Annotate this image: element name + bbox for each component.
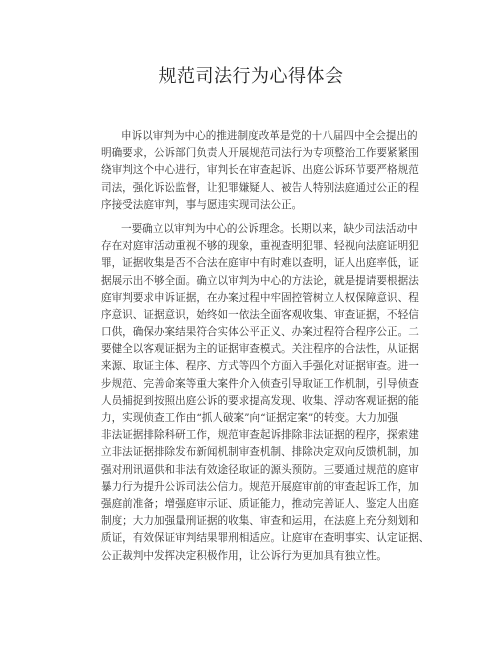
body-line: 一要确立以审判为中心的公诉理念。长期以来，缺少司法活动中: [121, 222, 418, 235]
body-line: 庭审判要求申诉证据，在办案过程中牢固控管树立人权保障意识、程: [101, 291, 419, 304]
body-line: 罪，证据收集是否不合法在庭审中有时难以查明，证人出庭率低，证: [101, 257, 419, 270]
body-line: 口供，确保办案结果符合实体公平正义、办案过程符合程序公正。二: [101, 326, 419, 339]
body-line: 司法，强化诉讼监督，让犯罪嫌疑人、被告人特别法庭通过公正的程: [101, 181, 419, 194]
body-line: 据展示出不够全面。确立以审判为中心的方法论，就是提请要根据法: [101, 274, 419, 287]
body-line: 申诉以审判为中心的推进制度改革是党的十八届四中全会提出的: [121, 130, 418, 142]
body-line: 力，实现侦查工作由“抓人破案”向“证据定案”的转变。大力加强: [101, 412, 399, 424]
body-line: 非法证据排除科研工作，规范审查起诉排除非法证据的程序，探索建: [101, 429, 419, 442]
body-line: 存在对庭审活动重视不够的现象，重视查明犯罪、轻视向法庭证明犯: [101, 240, 419, 253]
body-line: 暴力行为提升公诉司法公信力。规范开展庭审前的审查起诉工作，加: [101, 480, 419, 493]
body-line: 绕审判这个中心进行，审判长在审查起诉、出庭公诉环节要严格规范: [101, 164, 419, 177]
body-line: 序接受法庭审判，事与愿违实现司法公正。: [101, 198, 303, 211]
body-line: 人员捕捉到按照出庭公诉的要求提高发现、收集、浮动客观证据的能: [101, 394, 419, 407]
body-line: 质证，有效保证审判结果罪刑相适应。让庭审在查明事实、认定证据、: [101, 532, 430, 545]
body-line: 步规范、完善命案等重大案件介入侦查引导取证工作机制，引导侦查: [101, 377, 419, 390]
body-line: 来源、取证主体、程序、方式等四个方面入手强化对证据审查。进一: [101, 360, 419, 373]
paragraph-spacer: [101, 214, 413, 221]
body-line: 强庭前准备；增强庭审示证、质证能力，推动完善证人、鉴定人出庭: [101, 497, 419, 510]
body-line: 立非法证据排除发布新闻机制审查机制、排除决定双向反馈机制，加: [101, 446, 419, 459]
body-line: 序意识、证据意识，始终如一依法全面客观收集、审查证据，不轻信: [101, 308, 419, 321]
document-title: 规范司法行为心得体会: [158, 66, 344, 87]
body-line: 要健全以客观证据为主的证据审查模式。关注程序的合法性，从证据: [101, 343, 419, 356]
body-line: 制度；大力加强量刑证据的收集、审查和运用，在法庭上充分刻划和: [101, 515, 419, 528]
body-line: 强对刑讯逼供和非法有效途径取证的源头预防。三要通过规范的庭审: [101, 463, 419, 476]
document-body: [101, 128, 430, 565]
body-line: 明确要求，公诉部门负责人开展规范司法行为专项整治工作要紧紧围: [101, 147, 419, 160]
body-line: 公正裁判中发挥决定积极作用，让公诉行为更加具有独立性。: [101, 549, 388, 562]
